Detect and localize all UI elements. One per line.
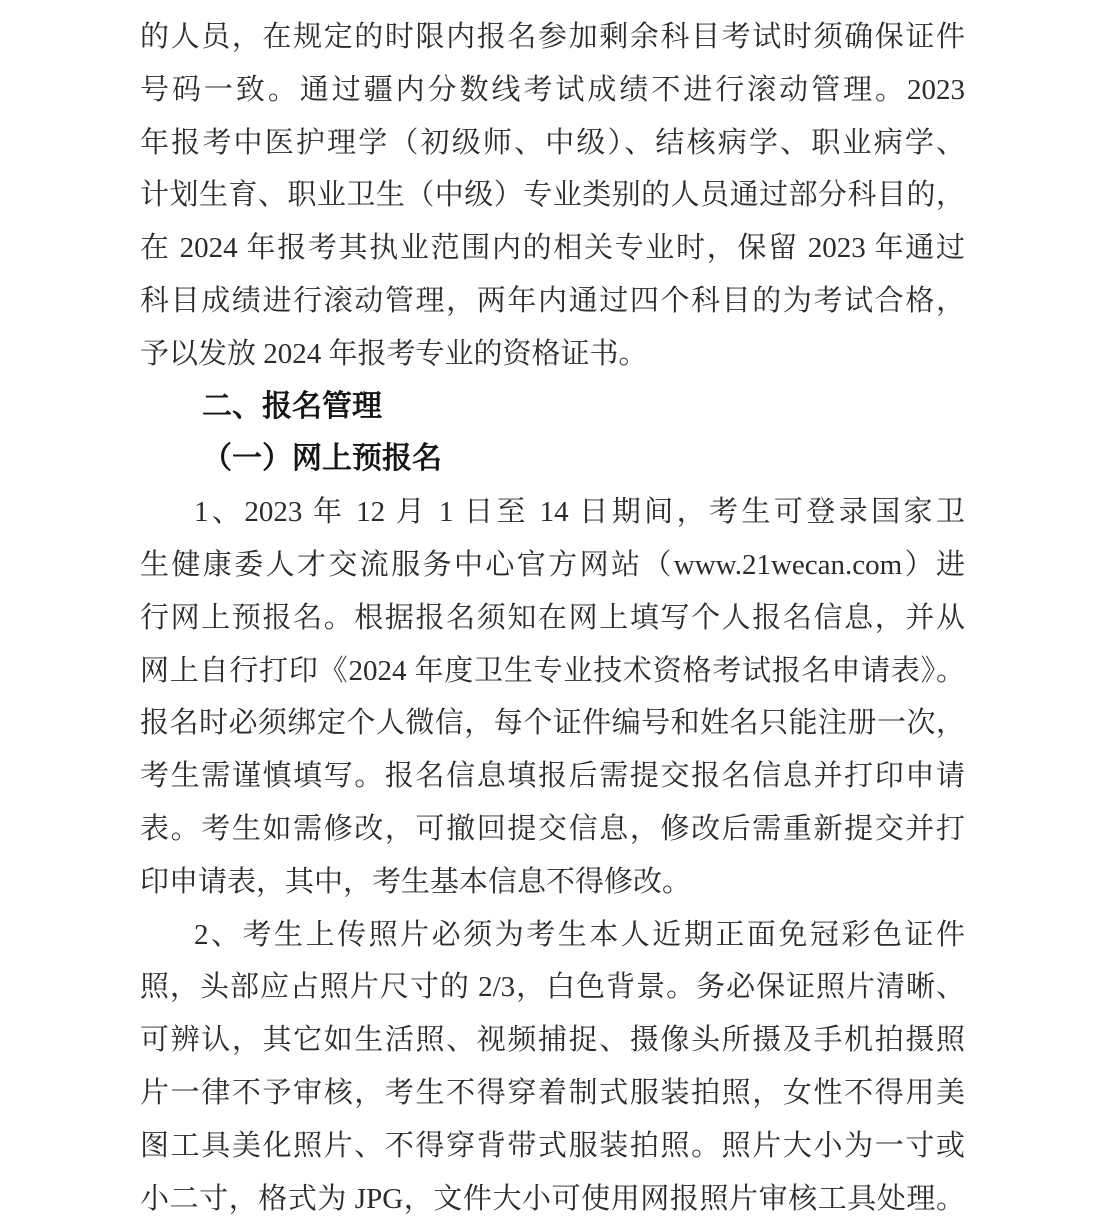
text-line: 网上自行打印《2024 年度卫生专业技术资格考试报名申请表》。 xyxy=(140,654,965,687)
text-line: 计划生育、职业卫生（中级）专业类别的人员通过部分科目的， xyxy=(140,179,965,212)
text-line: 图工具美化照片、不得穿背带式服装拍照。照片大小为一寸或 xyxy=(140,1129,965,1162)
text-line: 年报考中医护理学（初级师、中级）、结核病学、职业病学、 xyxy=(140,126,965,159)
text-line: 行网上预报名。根据报名须知在网上填写个人报名信息，并从 xyxy=(140,601,965,634)
text-line: 报名时必须绑定个人微信，每个证件编号和姓名只能注册一次， xyxy=(140,707,965,740)
text-line: 小二寸，格式为 JPG，文件大小可使用网报照片审核工具处理。 xyxy=(140,1182,965,1215)
text-line: 印申请表，其中，考生基本信息不得修改。 xyxy=(140,865,692,898)
text-line: 在 2024 年报考其执业范围内的相关专业时，保留 2023 年通过 xyxy=(140,232,965,265)
text-line: 2、考生上传照片必须为考生本人近期正面免冠彩色证件 xyxy=(194,918,965,951)
text-line: 1、2023 年 12 月 1 日至 14 日期间，考生可登录国家卫 xyxy=(194,496,965,529)
text-line: 片一律不予审核，考生不得穿着制式服装拍照，女性不得用美 xyxy=(140,1076,965,1109)
text-line: 予以发放 2024 年报考专业的资格证书。 xyxy=(140,337,648,370)
section-heading: 二、报名管理 xyxy=(202,389,382,423)
text-line: 表。考生如需修改，可撤回提交信息，修改后需重新提交并打 xyxy=(140,812,965,845)
text-line: 号码一致。通过疆内分数线考试成绩不进行滚动管理。2023 xyxy=(140,73,965,106)
text-line: 科目成绩进行滚动管理，两年内通过四个科目的为考试合格， xyxy=(140,284,965,317)
text-line: 照，头部应占照片尺寸的 2/3，白色背景。务必保证照片清晰、 xyxy=(140,971,965,1004)
text-line: 的人员，在规定的时限内报名参加剩余科目考试时须确保证件 xyxy=(140,21,965,53)
subsection-heading: （一）网上预报名 xyxy=(202,442,442,476)
text-line: 考生需谨慎填写。报名信息填报后需提交报名信息并打印申请 xyxy=(140,760,965,793)
text-line: 生健康委人才交流服务中心官方网站（www.21wecan.com）进 xyxy=(140,548,965,581)
text-line: 可辨认，其它如生活照、视频捕捉、摄像头所摄及手机拍摄照 xyxy=(140,1024,965,1057)
